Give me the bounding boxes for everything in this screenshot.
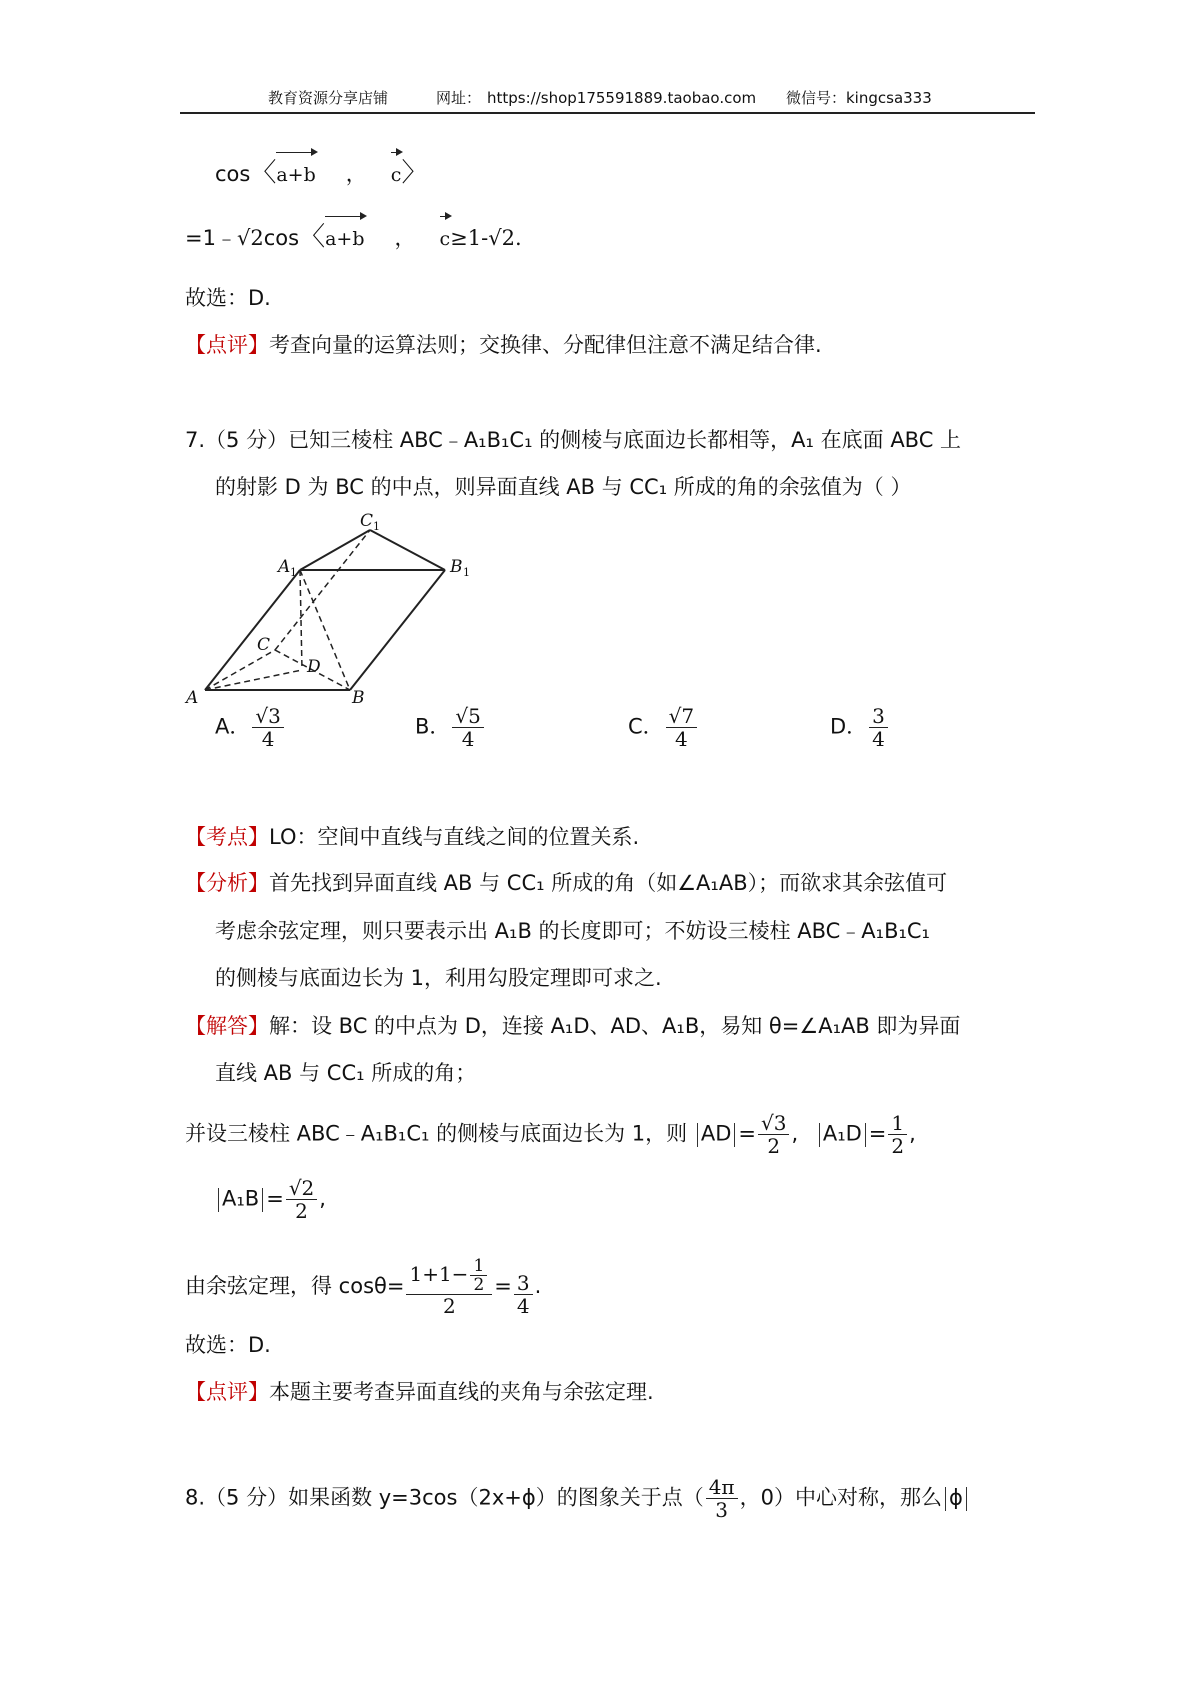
q7-dianping <box>185 1377 654 1407</box>
edge-AC <box>205 650 275 690</box>
q7-line1: 7.（5 分）已知三棱柱 ABC﹣A₁B₁C₁ 的侧棱与底面边长都相等，A₁ 在底面 ABC 上 <box>185 428 962 452</box>
label-C1: C <box>360 511 374 531</box>
angle-open-2: 〈 <box>299 222 326 252</box>
header-wechat: 微信号：kingcsa333 <box>786 89 932 107</box>
prev-answer: 故选：D. <box>185 286 271 310</box>
label-B1-sub: 1 <box>463 566 470 579</box>
comment-text: 考查向量的运算法则；交换律、分配律但注意不满足结合律. <box>269 333 822 357</box>
cosine-prefix: 由余弦定理，得 cosθ= <box>185 1274 405 1298</box>
label-D: D <box>307 657 321 677</box>
kaodian-tag: 【考点】 <box>185 825 269 849</box>
option-b-label: B． <box>415 714 451 739</box>
prism-figure <box>180 510 480 710</box>
prev-line2 <box>185 222 522 254</box>
label-C: C <box>257 635 271 655</box>
abs-bar <box>865 1123 866 1147</box>
abs-bar <box>734 1123 735 1147</box>
option-b-fraction: $\frac{√5}{4}$ <box>452 705 483 750</box>
option-a-label: A． <box>215 714 251 739</box>
a1d-label: A₁D <box>822 1121 862 1146</box>
q7-jieda-line4: A₁B = $\frac{√2}{2}$ , <box>215 1177 326 1222</box>
prev-sqrt2: √2 <box>236 226 264 250</box>
header-site-label: 网址： <box>436 89 482 107</box>
cosine-eq: = <box>494 1274 512 1298</box>
label-A: A <box>186 688 199 708</box>
q8-fraction: $\frac{4\pi}{3}$ <box>706 1476 738 1521</box>
prev-cos-text: cos <box>215 162 251 186</box>
q7-jieda-line1 <box>185 1011 960 1041</box>
vector-c-2: c <box>440 224 451 254</box>
option-d-fraction: $\frac{3}{4}$ <box>869 705 888 750</box>
vector-c: c <box>391 160 402 190</box>
header-site-url: https://shop175591889.taobao.com <box>487 89 757 107</box>
prev-line1 <box>215 158 427 190</box>
abs-bar <box>966 1487 967 1511</box>
kaodian-text: LO：空间中直线与直线之间的位置关系. <box>269 825 640 849</box>
comment-tag: 【点评】 <box>185 333 269 357</box>
edge-CC1 <box>275 530 370 650</box>
a1b-fraction: $\frac{√2}{2}$ <box>286 1177 317 1222</box>
a1b-label: A₁B <box>222 1186 260 1211</box>
abs-bar <box>262 1188 263 1212</box>
q8-phi: ϕ <box>948 1485 963 1510</box>
label-B: B <box>352 688 365 708</box>
dianping-tag: 【点评】 <box>185 1380 269 1404</box>
prev-cos2: cos <box>263 226 300 250</box>
edge-C1B1 <box>370 530 445 570</box>
prev-comma-2: ， <box>394 226 416 250</box>
q7-fenxi-line1 <box>185 868 947 898</box>
abs-bar <box>218 1188 219 1212</box>
option-c-label: C． <box>628 714 664 739</box>
prev-ge-part: ≥1-√2. <box>450 226 522 250</box>
q7-option-a <box>215 705 286 750</box>
jieda-text-1: 解：设 BC 的中点为 D，连接 A₁D、AD、A₁B，易知 θ=∠A₁AB 即为异面 <box>269 1014 961 1038</box>
fenxi-text-1: 首先找到异面直线 AB 与 CC₁ 所成的角（如∠A₁AB）；而欲求其余弦值可 <box>269 871 948 895</box>
option-c-fraction: $\frac{√7}{4}$ <box>666 705 697 750</box>
edge-AA1 <box>205 570 300 690</box>
page-header <box>180 84 1035 114</box>
edge-BB1 <box>350 570 445 690</box>
prev-line2-prefix: =1﹣ <box>185 226 237 250</box>
dianping-text: 本题主要考查异面直线的夹角与余弦定理. <box>269 1380 654 1404</box>
q7-jieda-line3: 并设三棱柱 ABC﹣A₁B₁C₁ 的侧棱与底面边长为 1，则 AD = $\frac{√3}{2}$ , A₁D = $\frac{1}{2}$ , <box>185 1111 916 1158</box>
q7-answer: 故选：D. <box>185 1333 271 1357</box>
ad-eq: = <box>738 1121 756 1146</box>
label-A1-sub: 1 <box>290 566 297 579</box>
vector-a-plus-b-2: a+b <box>325 224 364 254</box>
prev-comma: ， <box>345 162 367 186</box>
angle-close: 〉 <box>401 158 428 188</box>
q7-fenxi-line3: 的侧棱与底面边长为 1，利用勾股定理即可求之. <box>215 966 662 990</box>
q7-cosine-line: 由余弦定理，得 cosθ= 1+1− $\frac{1}{2}$ 2 = $\frac{3}{4}$ . <box>185 1256 542 1318</box>
edge-A1C1 <box>300 530 370 570</box>
a1d-fraction: $\frac{1}{2}$ <box>888 1112 907 1157</box>
segment-A1D <box>300 570 302 670</box>
q8-line1 <box>185 1476 970 1521</box>
option-d-label: D． <box>830 714 868 739</box>
q7-kaodian <box>185 822 639 852</box>
q7-option-b <box>415 705 486 750</box>
cosine-result-fraction: $\frac{3}{4}$ <box>514 1272 533 1317</box>
header-shop: 教育资源分享店铺 <box>268 89 389 107</box>
q7-jieda-line2: 直线 AB 与 CC₁ 所成的角； <box>215 1061 477 1085</box>
q7-option-d <box>830 705 890 750</box>
q7-line2: 的射影 D 为 BC 的中点，则异面直线 AB 与 CC₁ 所成的角的余弦值为（ ） <box>215 475 912 499</box>
a1b-eq: = <box>266 1186 284 1211</box>
abs-bar <box>697 1123 698 1147</box>
label-A1: A <box>278 557 291 577</box>
prev-comment <box>185 330 822 360</box>
label-B1: B <box>450 557 463 577</box>
q8-text-a: 8.（5 分）如果函数 y=3cos（2x+ϕ）的图象关于点（ <box>185 1485 704 1510</box>
label-C1-sub: 1 <box>373 520 380 533</box>
q7-option-c <box>628 705 699 750</box>
abs-bar <box>819 1123 820 1147</box>
vector-a-plus-b: a+b <box>276 160 315 190</box>
abs-bar <box>945 1487 946 1511</box>
q8-text-b: ，0）中心对称，那么 <box>739 1485 942 1510</box>
option-a-fraction: $\frac{√3}{4}$ <box>252 705 283 750</box>
a1d-eq: = <box>868 1121 887 1146</box>
cosine-big-fraction: 1+1− $\frac{1}{2}$ 2 <box>406 1257 492 1317</box>
jieda-tag: 【解答】 <box>185 1014 269 1038</box>
jieda-text-3: 并设三棱柱 ABC﹣A₁B₁C₁ 的侧棱与底面边长为 1，则 <box>185 1121 688 1146</box>
angle-open: 〈 <box>250 158 277 188</box>
ad-fraction: $\frac{√3}{2}$ <box>758 1112 789 1157</box>
q7-fenxi-line2: 考虑余弦定理，则只要表示出 A₁B 的长度即可；不妨设三棱柱 ABC﹣A₁B₁C₁ <box>215 919 930 943</box>
ad-label: AD <box>700 1121 732 1146</box>
fenxi-tag: 【分析】 <box>185 871 269 895</box>
